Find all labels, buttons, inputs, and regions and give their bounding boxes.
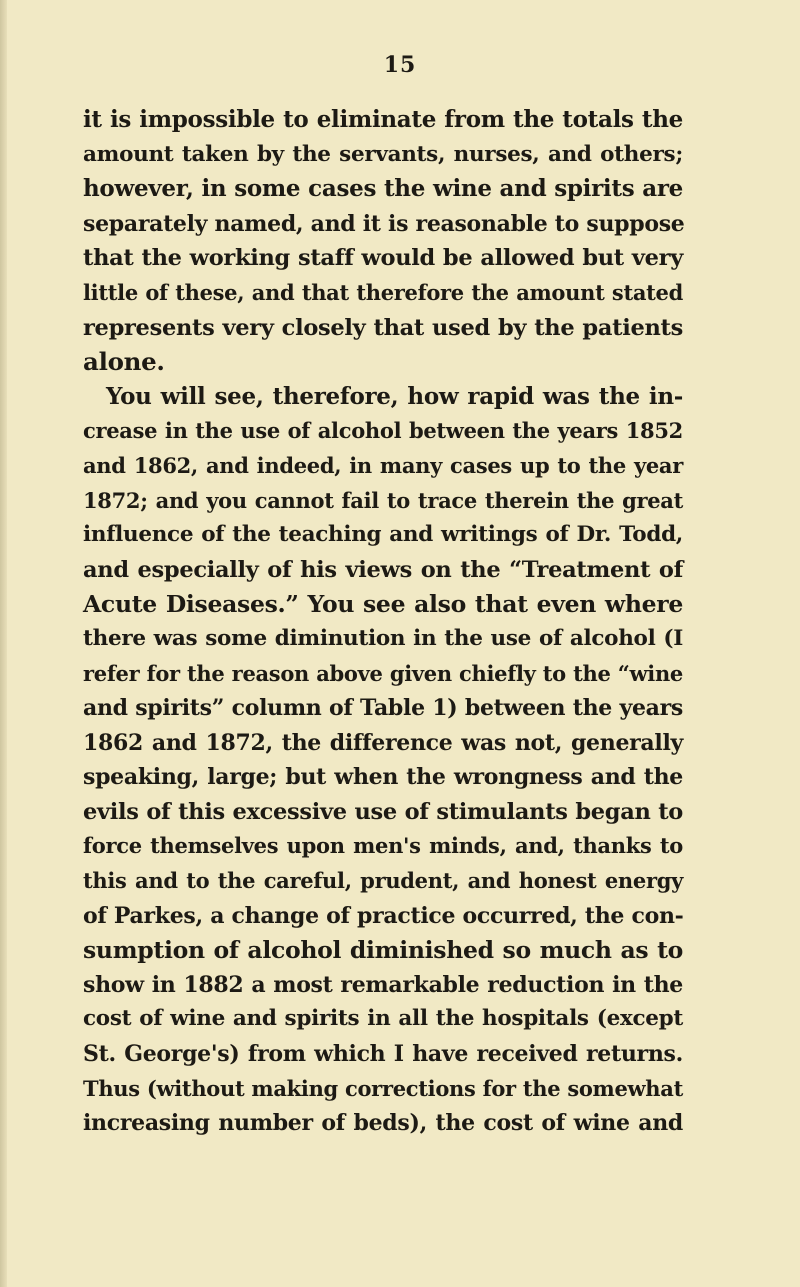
text-line: speaking, large; but when the wrongness and the [83,764,683,791]
text-line: amount taken by the servants, nurses, and others; [83,141,683,167]
text-line: of Parkes, a change of practice occurred, the con- [83,902,684,929]
text-line: it is impossible to eliminate from the totals the [83,106,683,133]
text-line: represents very closely that used by the patients [83,314,683,341]
text-line: 1862 and 1872, the difference was not, generally [83,729,683,756]
page-number: 15 [383,52,417,78]
text-line: this and to the careful, prudent, and honest energy [83,868,683,894]
text-line: force themselves upon men's minds, and, thanks to [83,833,683,859]
text-line: and spirits” column of Table 1) between the years [83,695,683,722]
text-line: refer for the reason above given chiefly to the “wine [83,660,683,686]
text-line: alone. [83,347,165,377]
text-line: increasing number of beds), the cost of wine and [83,1110,683,1137]
text-line: that the working staff would be allowed but very [83,245,683,272]
page-edge [0,0,7,1287]
text-line: Acute Diseases.” You see also that even where [83,590,683,619]
text-line: Thus (without making corrections for the somewhat [83,1075,683,1101]
body-text [83,103,683,1141]
text-line: and 1862, and indeed, in many cases up to the year [83,452,683,478]
text-line: 1872; and you cannot fail to trace therein the great [83,487,683,513]
text-line: separately named, and it is reasonable to suppose [83,210,685,237]
text-line: evils of this excessive use of stimulants began to [83,798,683,825]
text-line: influence of the teaching and writings of Dr. Todd, [83,522,683,548]
text-line: crease in the use of alcohol between the years 1852 [83,418,683,444]
text-line: little of these, and that therefore the amount stated [83,279,683,305]
text-line: St. George's) from which I have received returns. [83,1041,683,1068]
text-line: sumption of alcohol diminished so much as to [83,936,683,965]
text-line: and especially of his views on the “Treatment of [83,556,683,583]
text-line: You will see, therefore, how rapid was the in- [106,382,683,410]
text-line: however, in some cases the wine and spirits are [83,175,683,203]
text-line: there was some diminution in the use of alcohol (I [83,625,683,651]
text-line: show in 1882 a most remarkable reduction in the [83,971,683,998]
text-line: cost of wine and spirits in all the hospitals (except [83,1006,683,1032]
